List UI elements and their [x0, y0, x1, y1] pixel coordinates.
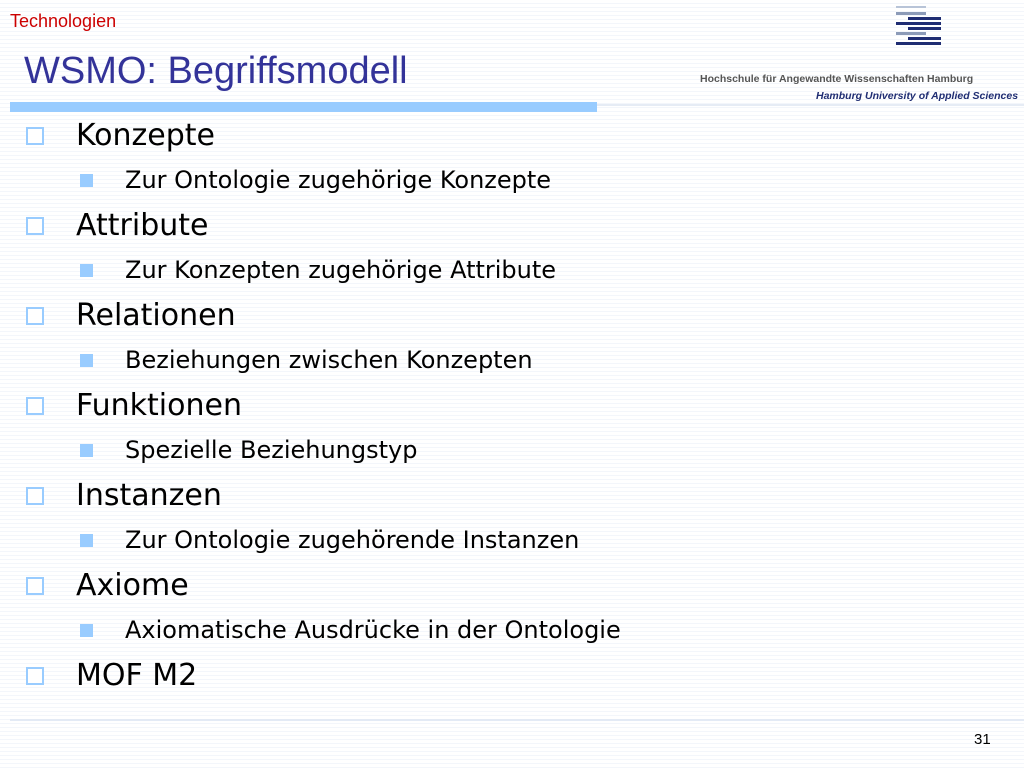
university-logo-icon — [893, 6, 945, 54]
filled-square-bullet-icon — [80, 534, 93, 547]
hollow-square-bullet-icon — [26, 127, 44, 145]
institution-name-de: Hochschule für Angewandte Wissenschaften Hamburg — [700, 73, 974, 85]
subitem-label: Zur Konzepten zugehörige Attribute — [125, 256, 557, 284]
subitem-label: Zur Ontologie zugehörende Instanzen — [125, 526, 580, 554]
hollow-square-bullet-icon — [26, 667, 44, 685]
item-label: Funktionen — [76, 388, 242, 423]
item-label: MOF M2 — [76, 658, 198, 693]
subitem-label: Beziehungen zwischen Konzepten — [125, 346, 533, 374]
filled-square-bullet-icon — [80, 354, 93, 367]
subitem-label: Axiomatische Ausdrücke in der Ontologie — [125, 616, 621, 644]
filled-square-bullet-icon — [80, 624, 93, 637]
filled-square-bullet-icon — [80, 264, 93, 277]
hollow-square-bullet-icon — [26, 577, 44, 595]
item-label: Attribute — [76, 208, 209, 243]
subitem-label: Spezielle Beziehungstyp — [125, 436, 418, 464]
institution-name-en: Hamburg University of Applied Sciences — [816, 90, 1019, 102]
filled-square-bullet-icon — [80, 174, 93, 187]
section-label: Technologien — [10, 11, 117, 31]
hollow-square-bullet-icon — [26, 217, 44, 235]
hollow-square-bullet-icon — [26, 487, 44, 505]
page-number: 31 — [974, 731, 991, 748]
slide-title: WSMO: Begriffsmodell — [24, 50, 408, 92]
hollow-square-bullet-icon — [26, 307, 44, 325]
subitem-label: Zur Ontologie zugehörige Konzepte — [125, 166, 552, 194]
item-label: Relationen — [76, 298, 236, 333]
item-label: Konzepte — [76, 118, 216, 153]
item-label: Instanzen — [76, 478, 222, 513]
filled-square-bullet-icon — [80, 444, 93, 457]
hollow-square-bullet-icon — [26, 397, 44, 415]
item-label: Axiome — [76, 568, 189, 603]
title-underline-bar — [10, 102, 597, 112]
footer-rule — [10, 719, 1024, 721]
